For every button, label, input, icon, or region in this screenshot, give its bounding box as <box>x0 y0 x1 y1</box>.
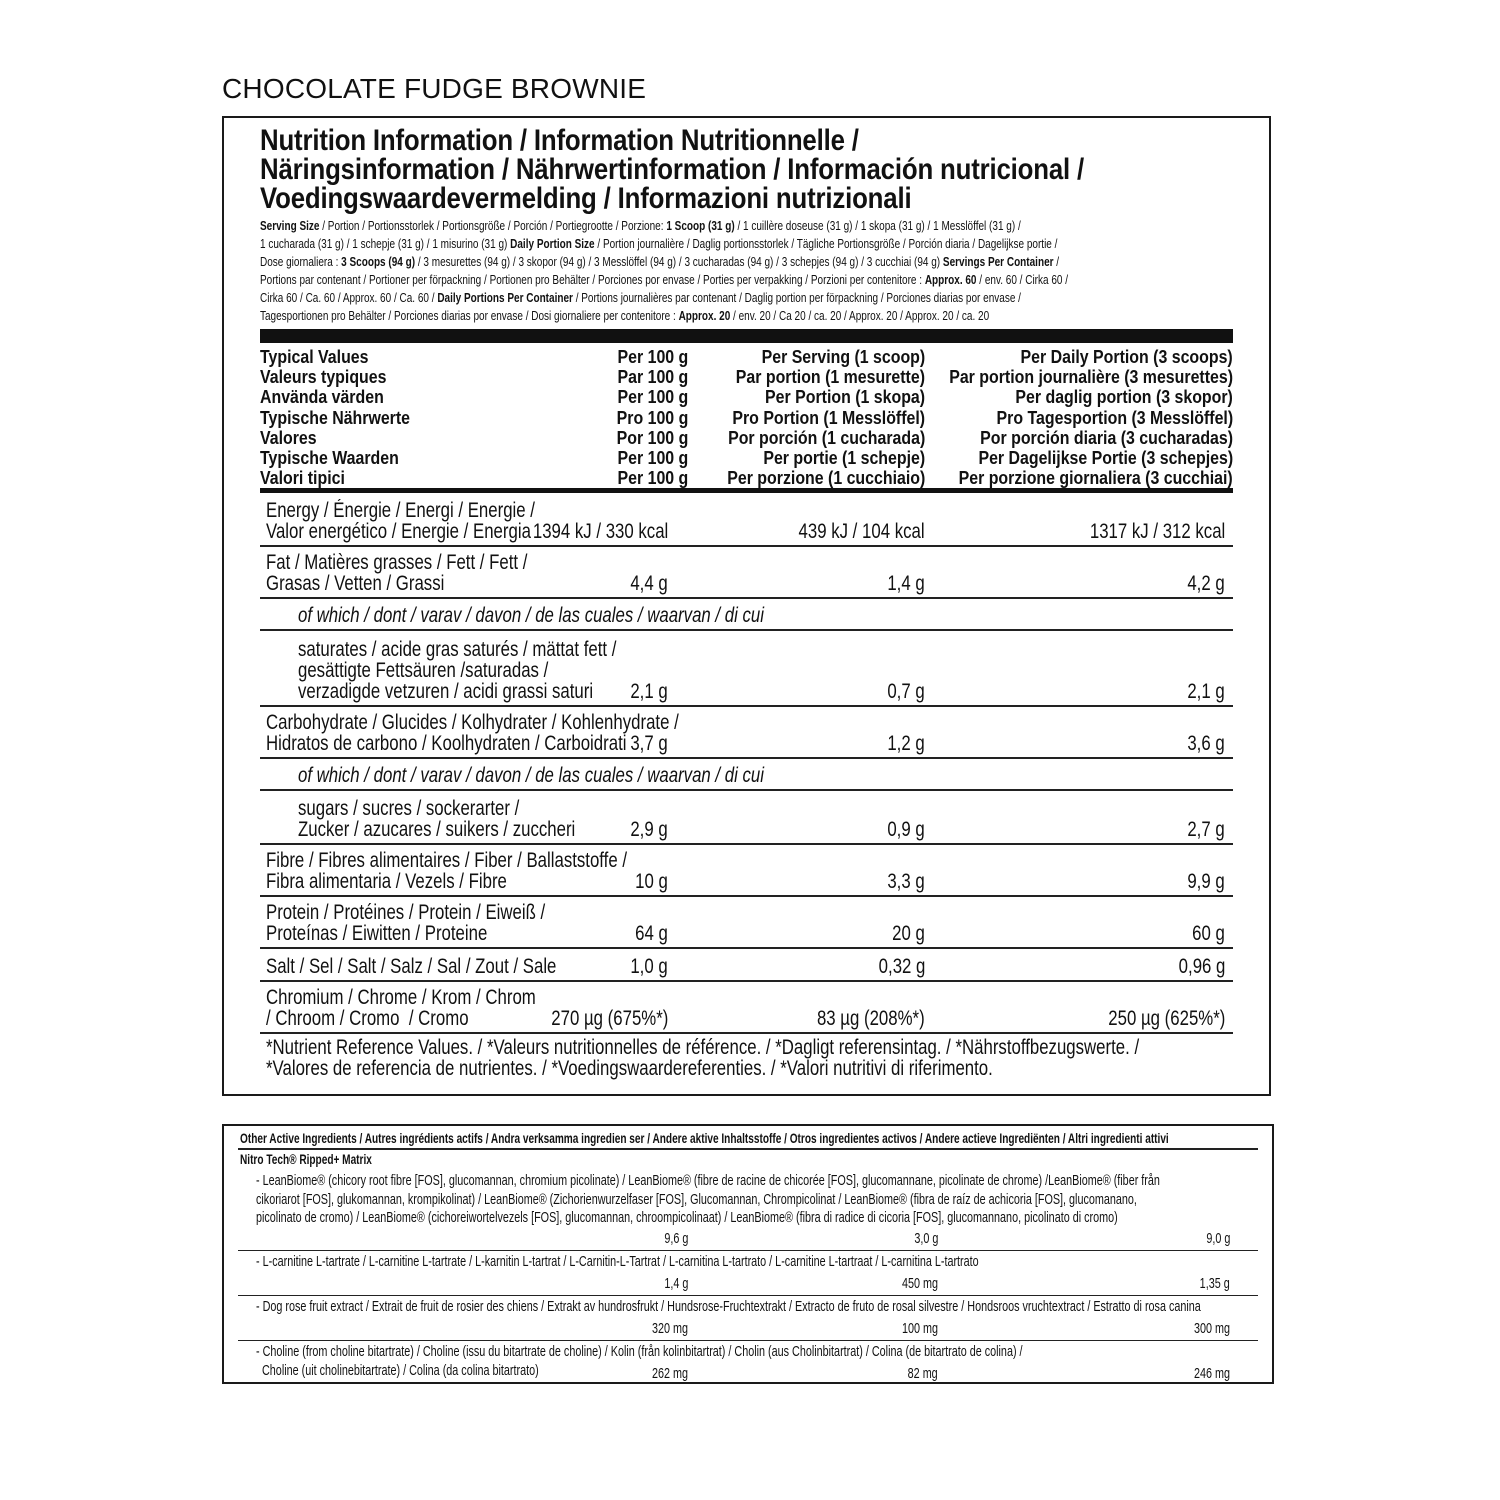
nutrient-name: Protein / Protéines / Protein / Eiweiß / Proteínas / Eiwitten / Proteine <box>266 901 546 945</box>
value-per-serving: 1,2 g <box>887 732 925 755</box>
value-per-serving: 1,4 g <box>887 572 925 595</box>
ingredient-name: - LeanBiome® (chicory root fibre [FOS], glucomannan, chromium picolinate) / LeanBiome® (fibre de racine de chicorée [FOS], glucomannane, picolinate de chrome) /LeanBiome® (fiber från cikoriarot [FOS], glukomannan, krompikolinat) / LeanBiome® (Zichorienwurzelfaser [FOS], Glucomannan, Chrompicolinat / LeanBiome® (fibra de raíz de achicoria [FOS], glucomanano, picolinato de cromo) / LeanBiome® (cichoreiwortelvezels [FOS], glucomannan, chroompicolinaat) / LeanBiome® (fibra di radice di cicoria [FOS], glucomannano, picolinato di cromo) <box>256 1172 1160 1226</box>
value-per-100g: 10 g <box>635 870 668 893</box>
ingredient-row <box>238 1341 1258 1385</box>
ingredient-per-serving: 450 mg <box>901 1275 938 1292</box>
divider-bar <box>260 329 1233 343</box>
per-serving-header: Per Serving (1 scoop) <box>761 346 925 367</box>
serving-line <box>260 235 1058 253</box>
per-daily-header: Pro Tagesportion (3 Messlöffel) <box>996 406 1233 428</box>
nutrient-row <box>260 982 1233 1034</box>
typical-row <box>260 408 1233 428</box>
typical-row <box>260 387 1233 407</box>
value-per-daily: 250 µg (625%*) <box>1107 1007 1225 1030</box>
typical-label: Typische Waarden <box>260 446 399 468</box>
nutrient-row <box>260 631 1233 707</box>
per-serving-header: Pro Portion (1 Messlöffel) <box>732 406 925 428</box>
per-100g-header: Pro 100 g <box>616 406 688 428</box>
serving-key: Serving Size <box>260 219 320 233</box>
nutrition-heading <box>260 126 1233 213</box>
divider <box>238 1148 1258 1150</box>
typical-label: Typische Nährwerte <box>260 406 411 428</box>
ingredients-panel <box>222 1124 1274 1384</box>
value-per-daily: 2,1 g <box>1187 680 1225 703</box>
heading-line: Nutrition Information / Information Nutritionnelle / <box>260 124 859 157</box>
serving-line <box>260 271 1069 289</box>
value-per-daily: 3,6 g <box>1187 732 1225 755</box>
typical-row <box>260 448 1233 468</box>
footnote-text: *Nutrient Reference Values. / *Valeurs nutritionnelles de référence. / *Dagligt referensintag. / *Nährstoffbezugswerte. / *Valores de referencia de nutrientes. / *Voedingswaardereferenties. / *Valori nutritivi di riferimento. <box>266 1036 1140 1080</box>
per-100g-header: Per 100 g <box>617 446 688 468</box>
value-per-daily: 0,96 g <box>1178 955 1225 978</box>
ingredient-per-daily: 9,0 g <box>1205 1230 1230 1247</box>
serving-text: / Portion / Portionsstorlek / Portionsgröße / Porción / Portiegrootte / Porzione: <box>319 219 667 233</box>
value-per-100g: 1394 kJ / 330 kcal <box>532 520 668 543</box>
per-daily-header: Per Dagelijkse Portie (3 schepjes) <box>978 446 1233 468</box>
nutrient-row <box>260 897 1233 949</box>
nutrient-name: Energy / Énergie / Energi / Energie / Valor energético / Energie / Energia <box>266 499 535 543</box>
nutrient-table <box>260 494 1233 1081</box>
ingredient-per-daily: 1,35 g <box>1199 1275 1230 1292</box>
typical-row <box>260 428 1233 448</box>
value-per-serving: 3,3 g <box>887 870 925 893</box>
nutrient-row <box>260 707 1233 759</box>
serving-text: / 3 mesurettes (94 g) / 3 skopor (94 g) / 3 Messlöffel (94 g) / 3 cucharadas (94 g) / 3 schepjes (94 g) / 3 cucchiai (94 g) <box>415 255 943 269</box>
typical-label: Valeurs typiques <box>260 366 387 388</box>
typical-label: Typical Values <box>260 346 369 367</box>
typical-label: Valori tipici <box>260 467 345 489</box>
nutrient-row <box>260 791 1233 845</box>
nutrient-name: sugars / sucres / sockerarter / Zucker / azucares / suikers / zuccheri <box>298 797 576 841</box>
per-100g-header: Por 100 g <box>616 426 688 448</box>
serving-key: Daily Portions Per Container <box>437 291 573 305</box>
value-per-100g: 1,0 g <box>630 955 668 978</box>
serving-line <box>260 289 1038 307</box>
serving-text: / 1 cuillère doseuse (31 g) / 1 skopa (31 g) / 1 Messlöffel (31 g) / <box>734 219 1021 233</box>
typical-label: Använda värden <box>260 386 384 408</box>
nutrient-name: Fat / Matières grasses / Fett / Fett / Grasas / Vetten / Grassi <box>266 551 528 595</box>
ingredient-per-100g: 9,6 g <box>663 1230 688 1247</box>
serving-text: / Portions journalières par contenant / Daglig portion per förpackning / Porciones diarias por envase / <box>572 291 1021 305</box>
value-per-serving: 439 kJ / 104 kcal <box>798 520 925 543</box>
value-per-serving: 0,9 g <box>887 818 925 841</box>
value-per-100g: 2,9 g <box>630 818 668 841</box>
ingredient-name: - Choline (from choline bitartrate) / Choline (issu du bitartrate de choline) / Kolin (från kolinbitartrat) / Cholin (aus Cholinbitartrat) / Colina (de bitartrato de colina) / Choline (uit cholinebitartrate) / Colina (da colina bitartrato) <box>256 1343 1023 1379</box>
serving-line <box>260 217 1038 235</box>
ingredient-per-daily: 300 mg <box>1193 1320 1230 1337</box>
value-per-daily: 4,2 g <box>1187 572 1225 595</box>
serving-text: Cirka 60 / Ca. 60 / Approx. 60 / Ca. 60 / <box>260 291 438 305</box>
per-100g-header: Per 100 g <box>617 346 688 367</box>
per-serving-header: Por porción (1 cucharada) <box>727 426 925 448</box>
per-daily-header: Per daglig portion (3 skopor) <box>1015 386 1233 408</box>
value-per-100g: 3,7 g <box>630 732 668 755</box>
ingredient-per-100g: 320 mg <box>651 1320 688 1337</box>
nutrient-name: Carbohydrate / Glucides / Kolhydrater / Kohlenhydrate / Hidratos de carbono / Koolhydraten / Carboidrati <box>266 711 679 755</box>
value-per-daily: 60 g <box>1192 922 1225 945</box>
nutrient-row <box>260 949 1233 982</box>
flavor-title: CHOCOLATE FUDGE BROWNIE <box>222 73 647 104</box>
nutrient-name: Fibre / Fibres alimentaires / Fiber / Ballaststoffe / Fibra alimentaria / Vezels / Fibre <box>266 849 628 893</box>
nutrient-row <box>260 845 1233 897</box>
footnote-row <box>260 1034 1233 1081</box>
heading-line: Näringsinformation / Nährwertinformation / Información nutricional / <box>260 153 1085 186</box>
ingredient-row <box>238 1296 1258 1341</box>
serving-info <box>260 217 1233 325</box>
serving-key: Servings Per Container <box>942 255 1054 269</box>
subheading-row <box>260 759 1233 791</box>
typical-row <box>260 367 1233 387</box>
serving-text: Dose giornaliera : <box>260 255 342 269</box>
ingredient-row <box>238 1170 1258 1251</box>
ingredient-per-daily: 246 mg <box>1193 1365 1230 1382</box>
nutrition-panel <box>222 116 1271 1096</box>
typical-row <box>260 468 1233 488</box>
nutrient-name: Salt / Sel / Salt / Salz / Sal / Zout / Sale <box>266 955 557 978</box>
ingredient-per-serving: 100 mg <box>901 1320 938 1337</box>
serving-key: Approx. 20 <box>678 309 731 323</box>
matrix-title: Nitro Tech® Ripped+ Matrix <box>240 1151 372 1167</box>
value-per-100g: 4,4 g <box>630 572 668 595</box>
typical-label: Valores <box>260 426 317 448</box>
per-serving-header: Par portion (1 mesurette) <box>735 366 925 388</box>
serving-text: Portions par contenant / Portioner per förpackning / Portionen pro Behälter / Porciones por envase / Porties per verpakking / Porzioni per contenitore : <box>260 273 925 287</box>
ingredient-per-100g: 262 mg <box>651 1365 688 1382</box>
ingredient-per-serving: 82 mg <box>907 1365 938 1382</box>
ingredient-per-serving: 3,0 g <box>913 1230 938 1247</box>
nutrient-row <box>260 494 1233 547</box>
value-per-100g: 270 µg (675%*) <box>550 1007 668 1030</box>
per-100g-header: Par 100 g <box>617 366 688 388</box>
value-per-daily: 9,9 g <box>1187 870 1225 893</box>
serving-text: / <box>1053 255 1060 269</box>
value-per-serving: 83 µg (208%*) <box>817 1007 925 1030</box>
ingredient-per-100g: 1,4 g <box>663 1275 688 1292</box>
per-daily-header: Par portion journalière (3 mesurettes) <box>949 366 1233 388</box>
value-per-daily: 2,7 g <box>1187 818 1225 841</box>
per-daily-header: Por porción diaria (3 cucharadas) <box>980 426 1233 448</box>
typical-row <box>260 347 1233 367</box>
value-per-serving: 20 g <box>892 922 925 945</box>
value-per-serving: 0,7 g <box>887 680 925 703</box>
nutrient-name: Chromium / Chrome / Krom / Chrom / Chroom / Cromo / Cromo <box>266 986 536 1030</box>
serving-key: Approx. 60 <box>924 273 977 287</box>
value-per-100g: 64 g <box>635 922 668 945</box>
per-100g-header: Per 100 g <box>617 386 688 408</box>
typical-values-header <box>260 347 1233 491</box>
of-which-label: of which / dont / varav / davon / de las cuales / waarvan / di cui <box>298 764 764 787</box>
serving-text: / env. 60 / Cirka 60 / <box>976 273 1069 287</box>
ingredient-name: - Dog rose fruit extract / Extrait de fruit de rosier des chiens / Extrakt av hundrosfrukt / Hundsrose-Fruchtextrakt / Extracto de fruto de rosal silvestre / Hondsroos vruchtextract / Estratto di rosa canina <box>256 1298 1201 1315</box>
per-daily-header: Per porzione giornaliera (3 cucchiai) <box>958 467 1233 489</box>
serving-text: / Portion journalière / Daglig portionsstorlek / Tägliche Portionsgröße / Porción diaria / Dagelijkse portie / <box>594 237 1058 251</box>
serving-line <box>260 307 1038 325</box>
nutrient-row <box>260 547 1233 599</box>
per-serving-header: Per porzione (1 cucchiaio) <box>726 467 925 489</box>
value-per-100g: 2,1 g <box>630 680 668 703</box>
ingredient-row <box>238 1251 1258 1296</box>
of-which-label: of which / dont / varav / davon / de las cuales / waarvan / di cui <box>298 604 764 627</box>
serving-text: / env. 20 / Ca 20 / ca. 20 / Approx. 20 / Approx. 20 / ca. 20 <box>730 309 990 323</box>
heading-line: Voedingswaardevermelding / Informazioni nutrizionali <box>260 182 912 215</box>
value-per-serving: 0,32 g <box>878 955 925 978</box>
divider-bar <box>260 488 1233 493</box>
serving-key: Daily Portion Size <box>510 237 595 251</box>
serving-line <box>260 253 1060 271</box>
per-serving-header: Per Portion (1 skopa) <box>764 386 925 408</box>
per-serving-header: Per portie (1 schepje) <box>763 446 925 468</box>
serving-text: Tagesportionen pro Behälter / Porciones diarias por envase / Dosi giornaliere per contenitore : <box>260 309 679 323</box>
ingredient-name: - L-carnitine L-tartrate / L-carnitine L-tartrate / L-karnitin L-tartrat / L-Carnitin-L-Tartrat / L-carnitina L-tartrato / L-carnitine L-tartraat / L-carnitina L-tartrato <box>256 1253 979 1270</box>
serving-key: 3 Scoops (94 g) <box>341 255 416 269</box>
serving-key: 1 Scoop (31 g) <box>666 219 735 233</box>
value-per-daily: 1317 kJ / 312 kcal <box>1089 520 1225 543</box>
subheading-row <box>260 599 1233 631</box>
per-daily-header: Per Daily Portion (3 scoops) <box>1020 346 1233 367</box>
per-100g-header: Per 100 g <box>617 467 688 489</box>
nutrient-name: saturates / acide gras saturés / mättat fett / gesättigte Fettsäuren /saturadas / verzadigde vetzuren / acidi grassi saturi <box>298 638 617 703</box>
ingredients-heading: Other Active Ingredients / Autres ingrédients actifs / Andra verksamma ingredien ser / Andere aktive Inhaltsstoffe / Otros ingredientes activos / Andere actieve Ingrediënten / Altri ingredienti attivi <box>240 1130 1169 1146</box>
serving-text: 1 cucharada (31 g) / 1 schepje (31 g) / 1 misurino (31 g) <box>260 237 511 251</box>
